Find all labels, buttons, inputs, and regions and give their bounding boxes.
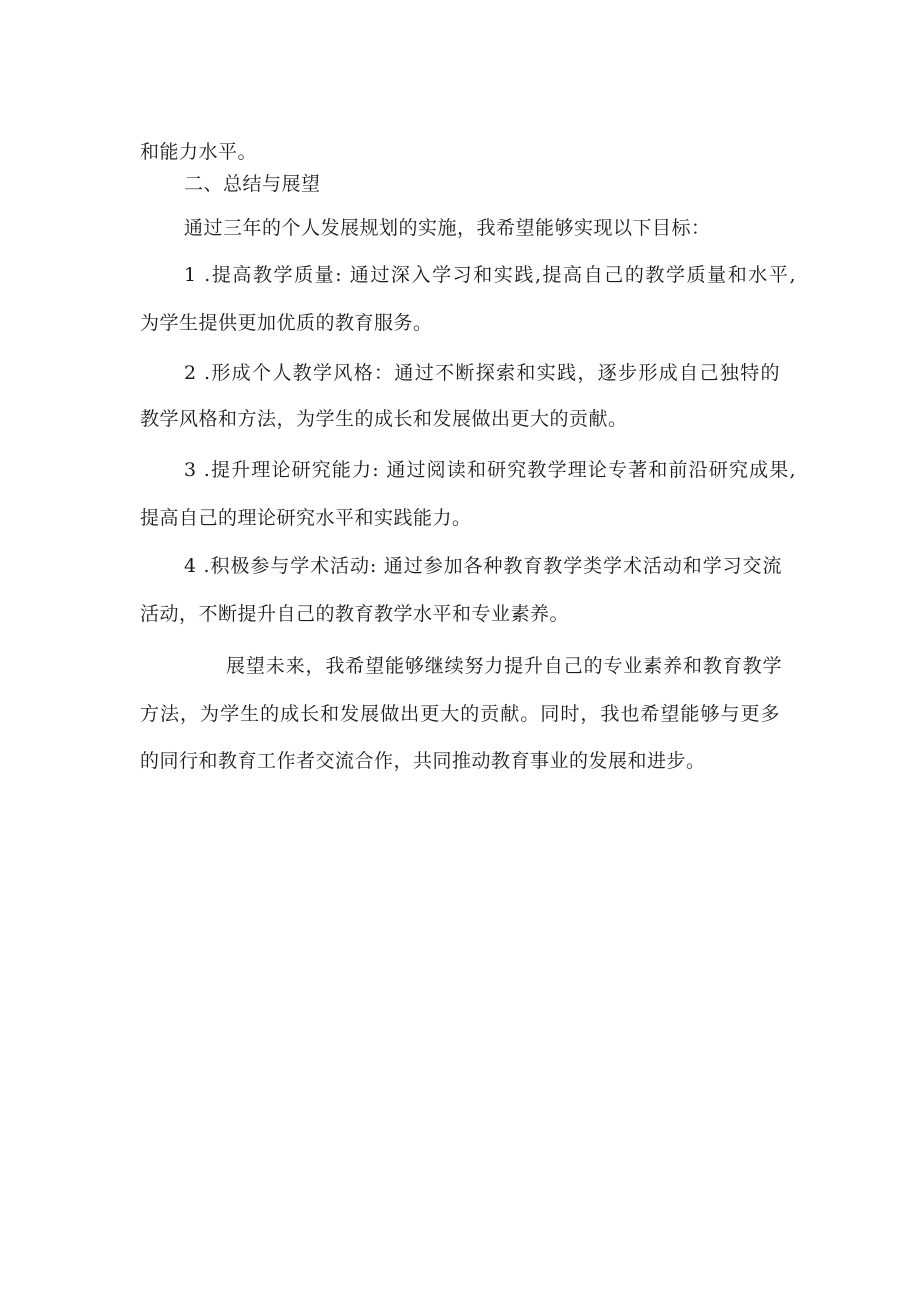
- section-heading-summary: 二、总结与展望: [184, 173, 321, 195]
- goal-1-line-2: 为学生提供更加优质的教育服务。: [140, 312, 433, 334]
- goal-1-line-1: 1 .提高教学质量: 通过深入学习和实践,提高自己的教学质量和水平,: [184, 264, 796, 286]
- goal-3-line-2: 提高自己的理论研究水平和实践能力。: [140, 507, 472, 529]
- goal-4-line-2: 活动，不断提升自己的教育教学水平和专业素养。: [140, 603, 570, 625]
- goal-3-line-1: 3 .提升理论研究能力: 通过阅读和研究教学理论专著和前沿研究成果,: [184, 459, 796, 481]
- outlook-line-3: 的同行和教育工作者交流合作，共同推动教育事业的发展和进步。: [140, 750, 706, 772]
- outlook-line-1: 展望未来，我希望能够继续努力提升自己的专业素养和教育教学: [226, 655, 782, 677]
- goal-2-line-1: 2 .形成个人教学风格：通过不断探索和实践，逐步形成自己独特的: [184, 362, 780, 384]
- text-line-previous-paragraph-end: 和能力水平。: [140, 141, 258, 163]
- goal-4-line-1: 4 .积极参与学术活动: 通过参加各种教育教学类学术活动和学习交流: [184, 555, 782, 577]
- outlook-line-2: 方法，为学生的成长和发展做出更大的贡献。同时，我也希望能够与更多: [140, 703, 780, 725]
- goal-2-line-2: 教学风格和方法，为学生的成长和发展做出更大的贡献。: [140, 408, 628, 430]
- text-line-goals-intro: 通过三年的个人发展规划的实施，我希望能够实现以下目标：: [184, 217, 711, 239]
